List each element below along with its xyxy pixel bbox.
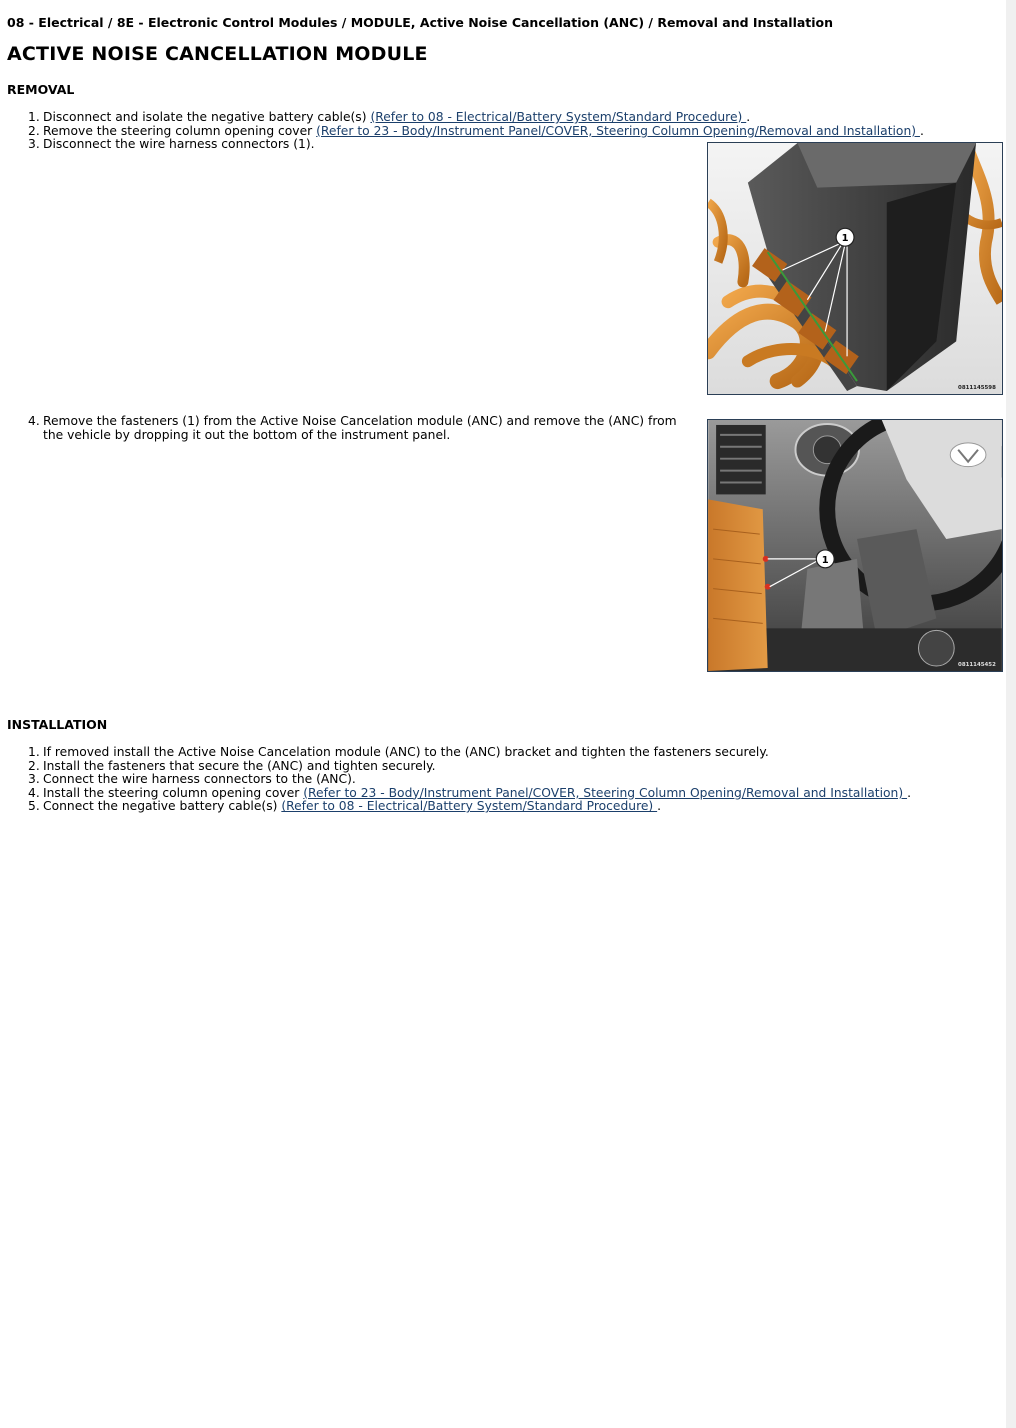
step-text: If removed install the Active Noise Cancelation module (ANC) to the (ANC) bracket and tighten the fasteners securely. [43,745,769,759]
step-text: Disconnect and isolate the negative battery cable(s) [43,110,371,124]
installation-step-4 [28,787,911,801]
steering-column-cover-link[interactable]: (Refer to 23 - Body/Instrument Panel/COVER, Steering Column Opening/Removal and Installation) [303,785,908,800]
battery-procedure-link[interactable]: (Refer to 08 - Electrical/Battery System/Standard Procedure) [281,799,658,814]
installation-step-5 [28,800,911,814]
step-text: Remove the fasteners (1) from the Active Noise Cancelation module (ANC) and remove the (ANC) from the vehicle by dropping it out the bottom of the instrument panel. [43,414,677,442]
installation-steps-list [28,746,911,814]
breadcrumb: 08 - Electrical / 8E - Electronic Control Modules / MODULE, Active Noise Cancellation (ANC) / Removal and Installation [7,15,834,30]
connector-figure [707,142,1003,395]
step-number: 3. [28,137,40,152]
step-number: 1. [28,110,40,124]
removal-step-2 [28,125,924,139]
battery-procedure-link[interactable]: (Refer to 08 - Electrical/Battery System/Standard Procedure) [370,110,747,124]
step-number: 2. [28,123,40,138]
step-suffix: . [907,785,911,800]
removal-steps-list-continued [28,415,693,442]
step-text: Connect the negative battery cable(s) [43,799,282,814]
page-title: ACTIVE NOISE CANCELLATION MODULE [7,43,428,65]
step-text: Disconnect the wire harness connectors (1). [43,137,315,152]
step-number: 4. [28,785,40,800]
step-text: Connect the wire harness connectors to the (ANC). [43,772,356,787]
dashboard-figure [707,419,1003,672]
installation-heading: INSTALLATION [7,717,108,732]
connector-illustration-icon [708,143,1002,394]
removal-heading: REMOVAL [7,82,75,97]
step-text: Install the steering column opening cover [43,785,304,800]
installation-step-3 [28,773,911,787]
step-number: 1. [28,745,40,759]
figure-1-code: 0811145598 [958,385,996,392]
figure-2-callout: 1 [821,554,829,566]
step-suffix: . [657,799,662,814]
installation-step-2 [28,760,911,774]
step-text: Install the fasteners that secure the (ANC) and tighten securely. [43,758,436,773]
dashboard-illustration-icon [708,420,1002,671]
step-text: Remove the steering column opening cover [43,123,317,138]
step-suffix: . [746,110,751,124]
steering-column-cover-link[interactable]: (Refer to 23 - Body/Instrument Panel/COVER, Steering Column Opening/Removal and Installation) [316,123,920,138]
step-number: 3. [28,772,40,787]
removal-step-4 [28,415,693,442]
step-suffix: . [919,123,924,138]
figure-1-callout: 1 [841,233,849,245]
figure-2-code: 0811145452 [958,662,996,669]
removal-step-1 [28,111,924,125]
page-edge [1006,0,1016,1428]
installation-step-1 [28,746,911,760]
step-number: 4. [28,414,40,428]
step-number: 5. [28,799,40,814]
step-number: 2. [28,758,40,773]
